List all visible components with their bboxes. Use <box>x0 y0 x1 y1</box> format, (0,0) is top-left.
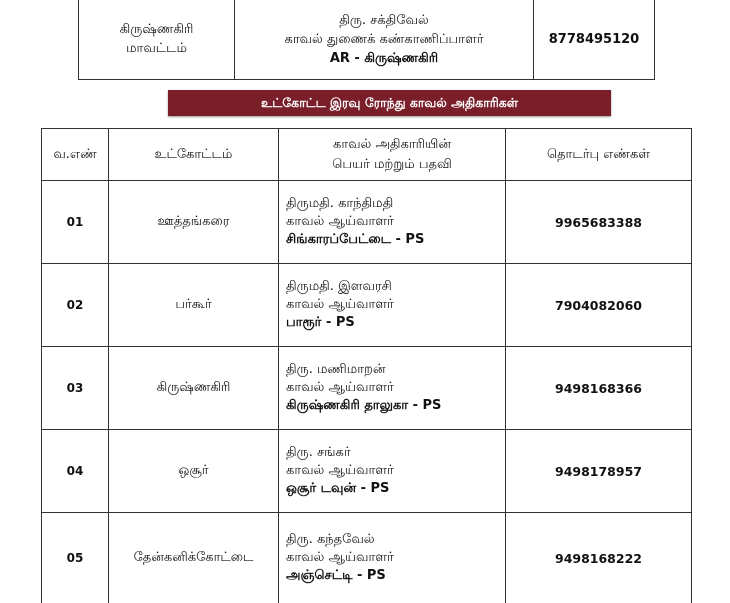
officer-name: திரு. மணிமாறன் <box>286 362 386 377</box>
row-phone: 7904082060 <box>555 297 642 313</box>
row-sno: 04 <box>42 430 109 512</box>
officer-name: திருமதி. காந்திமதி <box>286 196 394 211</box>
row-subdivision: ஊத்தங்கரை <box>109 181 279 263</box>
row-officer <box>279 181 506 263</box>
row-phone: 9498178957 <box>555 463 642 479</box>
night-patrol-officers-table <box>41 128 692 603</box>
officer-rank: காவல் ஆய்வாளர் <box>286 297 394 312</box>
officer-rank: காவல் ஆய்வாளர் <box>286 380 394 395</box>
header-officer-line2: பெயர் மற்றும் பதவி <box>332 156 452 172</box>
district-officer-phone: 8778495120 <box>548 31 640 47</box>
header-sno: வ.எண் <box>42 129 109 180</box>
district-label: மாவட்டம் <box>126 41 187 56</box>
row-phone: 9965683388 <box>555 214 642 230</box>
officer-station: அஞ்செட்டி - PS <box>286 568 386 583</box>
row-sno: 01 <box>42 181 109 263</box>
row-sno: 05 <box>42 513 109 603</box>
district-cell <box>79 0 235 79</box>
table-row <box>42 513 691 603</box>
table-row <box>42 430 691 513</box>
district-officer-table <box>78 0 655 80</box>
table-row <box>42 181 691 264</box>
header-officer-line1: காவல் அதிகாரியின் <box>333 136 451 152</box>
officer-rank: காவல் ஆய்வாளர் <box>286 214 394 229</box>
district-name: கிருஷ்ணகிரி <box>119 22 194 37</box>
officer-station: கிருஷ்ணகிரி தாலுகா - PS <box>286 398 442 413</box>
table-row <box>42 264 691 347</box>
header-subdivision: உட்கோட்டம் <box>109 129 279 180</box>
row-officer <box>279 347 506 429</box>
header-officer <box>279 129 506 180</box>
row-sno: 03 <box>42 347 109 429</box>
row-subdivision: கிருஷ்ணகிரி <box>109 347 279 429</box>
district-officer-cell <box>235 0 534 79</box>
section-title-banner: உட்கோட்ட இரவு ரோந்து காவல் அதிகாரிகள் <box>168 90 611 116</box>
row-officer <box>279 264 506 346</box>
officer-name: திரு. சங்கர் <box>286 445 351 460</box>
officer-station: பாரூர் - PS <box>286 315 355 330</box>
officer-station: சிங்காரப்பேட்டை - PS <box>286 232 425 247</box>
row-phone: 9498168222 <box>555 550 642 566</box>
row-phone: 9498168366 <box>555 380 642 396</box>
district-officer-unit: AR - கிருஷ்ணகிரி <box>329 50 439 66</box>
row-officer <box>279 513 506 603</box>
table-row <box>42 347 691 430</box>
row-sno: 02 <box>42 264 109 346</box>
officer-rank: காவல் ஆய்வாளர் <box>286 550 394 565</box>
row-subdivision: பர்கூர் <box>109 264 279 346</box>
table-header-row <box>42 129 691 181</box>
district-officer-name: திரு. சக்திவேல் <box>339 12 429 28</box>
row-subdivision: ஒசூர் <box>109 430 279 512</box>
officer-rank: காவல் ஆய்வாளர் <box>286 463 394 478</box>
row-subdivision: தேன்கனிக்கோட்டை <box>109 513 279 603</box>
officer-station: ஒசூர் டவுன் - PS <box>286 481 390 496</box>
header-phone: தொடர்பு எண்கள் <box>546 146 651 162</box>
officer-name: திரு. கந்தவேல் <box>286 532 375 547</box>
district-officer-rank: காவல் துணைக் கண்காணிப்பாளர் <box>284 31 484 47</box>
officer-name: திருமதி. இளவரசி <box>286 279 392 294</box>
row-officer <box>279 430 506 512</box>
